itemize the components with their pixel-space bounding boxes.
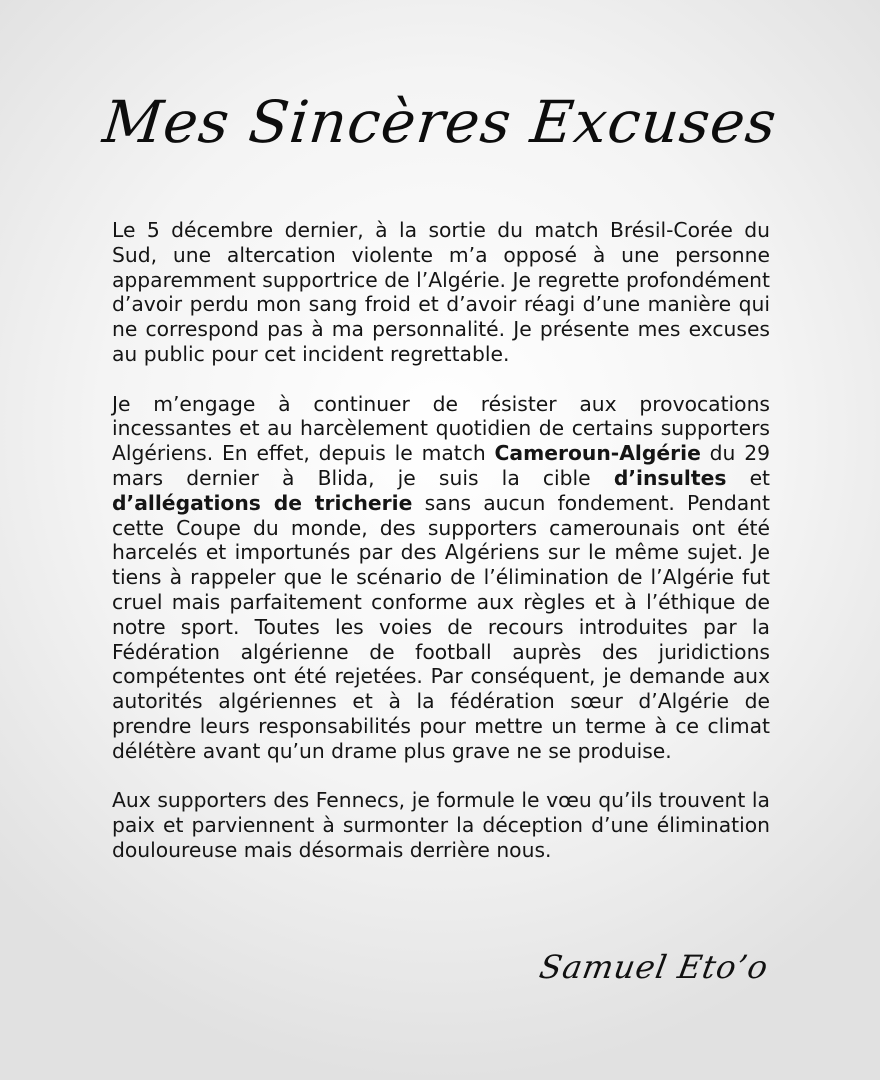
signature: Samuel Eto’o [536, 948, 772, 986]
paragraph-2 [112, 392, 770, 764]
paragraph-2-text-2: du 29 mars dernier à Blida, je suis la cible [112, 441, 770, 490]
paragraph-1: Le 5 décembre dernier, à la sortie du match Brésil-Corée du Sud, une altercation violente m’a opposé à une personne apparemment supportrice de l’Algérie. Je regrette profondément d’avoir perdu mon sang froid et d’avoir réagi d’une manière qui ne correspond pas à ma personnalité. Je présente mes excuses au public pour cet incident regrettable. [112, 218, 770, 366]
letter-title: Mes Sincères Excuses [99, 88, 781, 156]
bold-cheating-allegations: d’allégations de tricherie [112, 490, 413, 515]
paragraph-2-text-1: Je m’engage à continuer de résister aux provocations incessantes et au harcèlement quotidien de certains supporters Algériens. En effet, depuis le match [112, 391, 770, 466]
paragraph-3: Aux supporters des Fennecs, je formule le vœu qu’ils trouvent la paix et parviennent à surmonter la déception d’une élimination douloureuse mais désormais derrière nous. [112, 788, 770, 862]
bold-insults: d’insultes [613, 465, 727, 490]
bold-match-name: Cameroun-Algérie [494, 441, 701, 466]
paragraph-2-text-4: sans aucun fondement. Pendant cette Coupe du monde, des supporters camerounais ont été harcelés et importunés par des Algériens sur le même sujet. Je tiens à rappeler que le scénario de l’élimination de l’Algérie fut cruel mais parfaitement conforme aux règles et à l’éthique de notre sport. Toutes les voies de recours introduites par la Fédération algérienne de football auprès des juridictions compétentes ont été rejetées. Par conséquent, je demande aux autorités algériennes et à la fédération sœur d’Algérie de prendre leurs responsabilités pour mettre un terme à ce climat délétère avant qu’un drame plus grave ne se produise. [112, 490, 770, 763]
paragraph-2-text-3: et [726, 465, 770, 490]
letter-body [112, 218, 770, 863]
